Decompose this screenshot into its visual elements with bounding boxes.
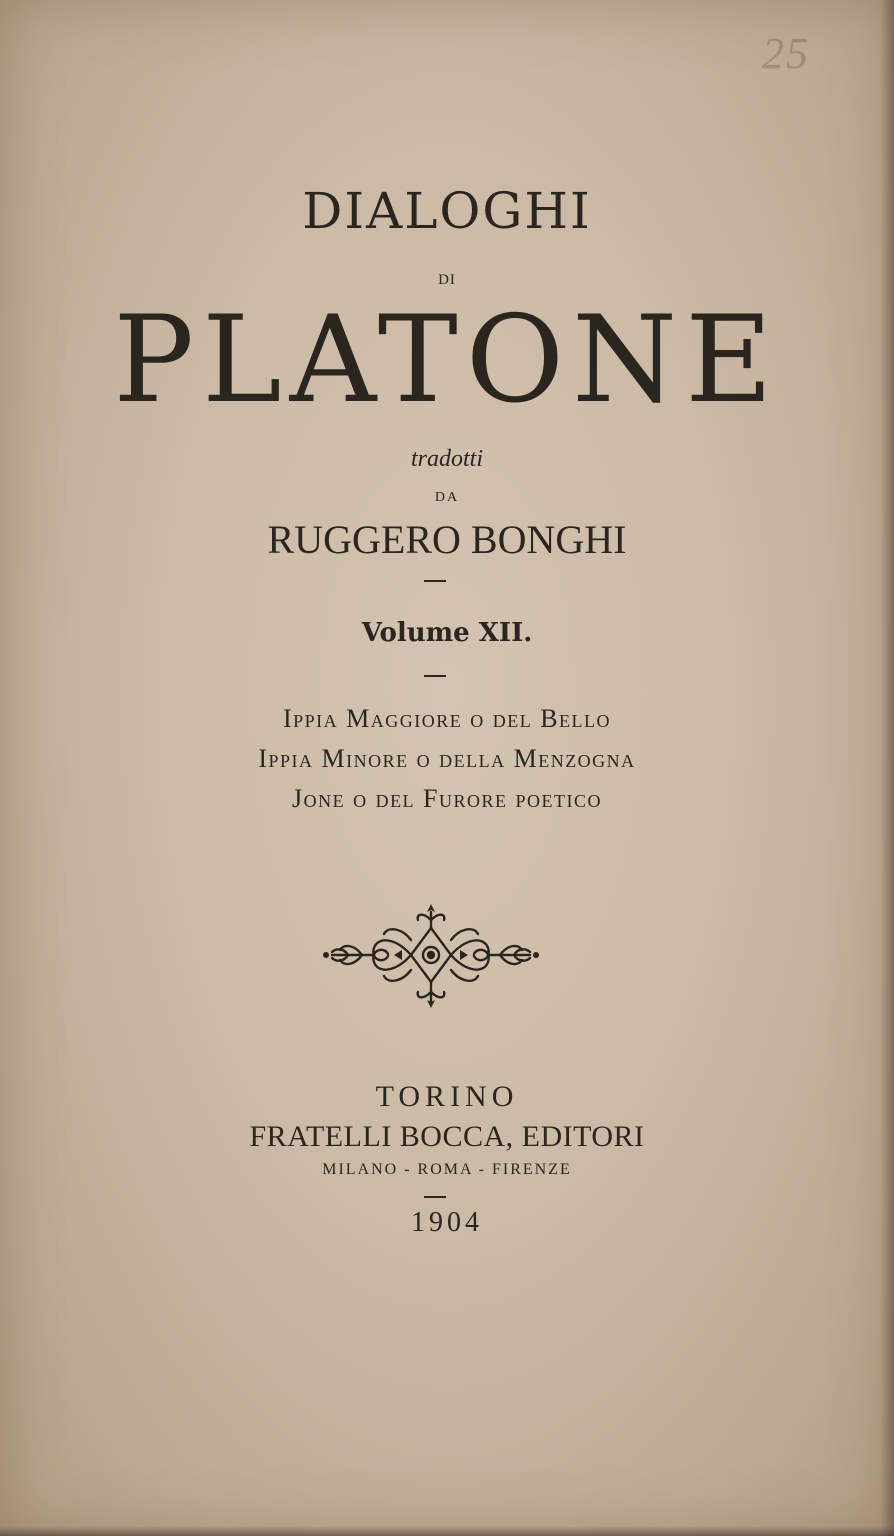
publication-year: 1904 [411,1207,483,1238]
work-title: Ippia Maggiore o del Bello [282,704,612,733]
title-dialoghi: DIALOGHI [302,182,592,240]
work-title: Ippia Minore o della Menzogna [258,744,636,773]
title-connector: DI [438,272,456,288]
by-label: DA [434,490,460,505]
pencil-annotation: 25 [762,29,810,78]
translated-label: tradotti [410,446,483,472]
divider-rule [424,580,446,582]
volume-number: Volume XII. [361,618,533,648]
fleuron-ornament-icon [318,898,544,1012]
imprint-place: TORINO [375,1080,519,1113]
title-author: PLATONE [113,291,781,430]
translator-name: RUGGERO BONGHI [267,517,627,562]
work-title: Jone o del Furore poetico [291,784,603,813]
divider-rule [424,1196,446,1198]
publisher-name: FRATELLI BOCCA, EDITORI [249,1120,645,1153]
page-bottom-edge [0,1526,894,1536]
publisher-cities: MILANO - ROMA - FIRENZE [322,1161,572,1178]
divider-rule [424,675,446,677]
